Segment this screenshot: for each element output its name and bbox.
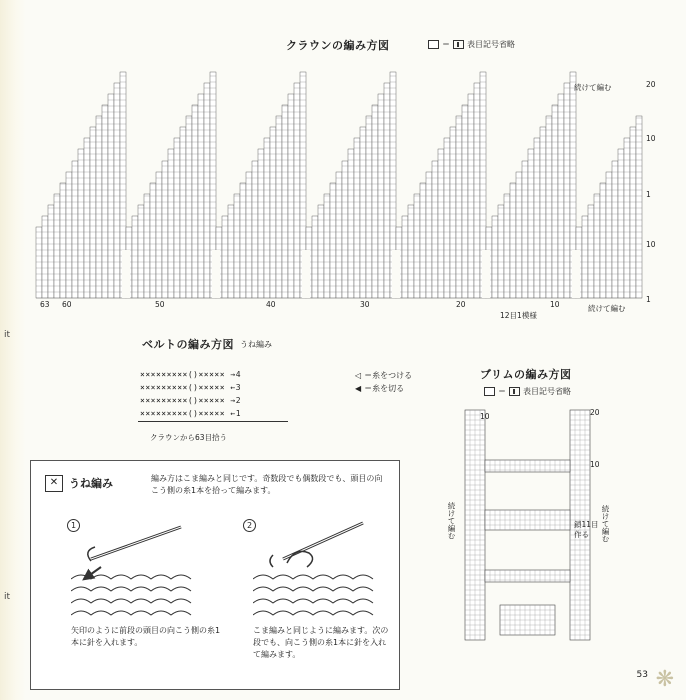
legend-cut: ◀ ＝糸を切る [355, 384, 405, 393]
step-number: 2 [243, 519, 256, 532]
step1-text: 矢印のように前段の頭目の向こう側の糸1本に針を入れます。 [71, 626, 221, 647]
crown-column [60, 183, 66, 298]
brim-bottom-band [485, 570, 570, 582]
belt-base-line [138, 421, 288, 422]
crown-column [42, 216, 48, 298]
brim-row-number: 10 [590, 460, 600, 469]
crown-column [474, 83, 480, 298]
crown-column [276, 116, 282, 298]
crown-column [516, 172, 522, 298]
crown-column [462, 105, 468, 298]
page-number: 53 [636, 670, 648, 680]
crown-column [402, 216, 408, 298]
crown-column [258, 149, 264, 298]
crown-column [618, 149, 624, 298]
crown-column [414, 194, 420, 298]
crown-column [552, 105, 558, 298]
crown-side-note-bottom: 続けて編む [588, 304, 626, 313]
single-crochet-icon: ✕ [45, 475, 63, 492]
crown-column [450, 127, 456, 298]
crown-column [522, 161, 528, 298]
crown-legend: ＝ 表目記号省略 [428, 39, 515, 50]
crown-column [162, 161, 168, 298]
crown-chart [0, 0, 686, 330]
crown-column [348, 149, 354, 298]
brim-row-number: 20 [590, 408, 600, 417]
belt-note: クラウンから63目拾う [150, 433, 228, 442]
crown-column [180, 127, 186, 298]
crown-column [36, 227, 42, 298]
crown-col-number: 40 [266, 300, 276, 309]
crown-column [366, 116, 372, 298]
crown-column [204, 83, 210, 298]
crown-col-number: 50 [155, 300, 165, 309]
crown-column [270, 127, 276, 298]
crown-column [504, 194, 510, 298]
crown-column [498, 205, 504, 298]
brim-top-band [485, 460, 570, 472]
crown-column [492, 216, 498, 298]
brim-legend: ＝ 表目記号省略 [484, 386, 571, 397]
crown-column [456, 116, 462, 298]
crown-gap [392, 250, 400, 298]
crown-column [168, 149, 174, 298]
open-triangle-icon: ◁ [355, 371, 362, 380]
legend-attach: ◁ ＝糸をつける [355, 371, 413, 380]
crown-side-note-top: 続けて編む [574, 83, 612, 92]
knit-box-icon [484, 387, 495, 396]
belt-row: ×××××××××()××××× ←3 [140, 383, 242, 392]
crown-row-number: 10 [646, 134, 656, 143]
crown-gap [302, 250, 310, 298]
crown-column [246, 172, 252, 298]
crown-column [66, 172, 72, 298]
crown-column [54, 194, 60, 298]
crown-column [294, 83, 300, 298]
crown-column [228, 205, 234, 298]
crown-col-number: 63 [40, 300, 50, 309]
snowflake-icon: ❋ [655, 667, 674, 692]
crown-col-number: 30 [360, 300, 370, 309]
repeat-label: 12目1模様 [500, 311, 537, 320]
crown-column [318, 205, 324, 298]
belt-row: ×××××××××()××××× ←1 [140, 409, 242, 418]
crown-column [234, 194, 240, 298]
brim-right-note: 続けて編む [601, 505, 610, 543]
step2-text: こま編みと同じように編みます。次の段でも、向こう側の糸1本に針を入れて編みます。 [253, 626, 389, 659]
brim-row-number: 10 [480, 412, 490, 421]
crown-column [282, 105, 288, 298]
crown-column [600, 183, 606, 298]
crown-column [102, 105, 108, 298]
crown-column [420, 183, 426, 298]
crown-column [372, 105, 378, 298]
crown-column [78, 149, 84, 298]
crown-column [114, 83, 120, 298]
crown-column [144, 194, 150, 298]
step2-illustration [253, 519, 383, 619]
crown-column [594, 194, 600, 298]
crown-gap [482, 250, 490, 298]
crown-column [384, 83, 390, 298]
panel-intro: 編み方はこま編みと同じです。奇数段でも偶数段でも、頭目の向こう側の糸1本を拾って編みます。 [151, 474, 383, 495]
crown-column [72, 161, 78, 298]
step-number: 1 [67, 519, 80, 532]
crown-column [612, 161, 618, 298]
crown-col-number: 20 [456, 300, 466, 309]
crown-row-number: 10 [646, 240, 656, 249]
crown-column [582, 216, 588, 298]
crown-column [342, 161, 348, 298]
belt-title: ベルトの編み方図 [142, 338, 234, 351]
belt-subtitle: うね編み [240, 340, 272, 349]
crown-column [96, 116, 102, 298]
crown-gap [572, 250, 580, 298]
brim-center-note: 鎖11目作る [574, 520, 599, 539]
crown-column [330, 183, 336, 298]
crown-gap [122, 250, 130, 298]
crown-column [90, 127, 96, 298]
brim-left-note: 続けて編む [447, 502, 456, 540]
crown-column [360, 127, 366, 298]
crown-column [432, 161, 438, 298]
step1-illustration [71, 519, 201, 619]
crown-row-number: 20 [646, 80, 656, 89]
crown-column [138, 205, 144, 298]
belt-row: ×××××××××()××××× →2 [140, 396, 242, 405]
crown-column [192, 105, 198, 298]
crown-column [240, 183, 246, 298]
brim-title: ブリムの編み方図 [480, 368, 572, 381]
crown-col-number: 1 [646, 295, 651, 304]
crown-column [252, 161, 258, 298]
crown-col-number: 10 [550, 300, 560, 309]
crown-column [540, 127, 546, 298]
crown-column [408, 205, 414, 298]
panel-title: うね編み [69, 477, 113, 490]
crown-title: クラウンの編み方図 [286, 39, 390, 52]
crown-column [564, 83, 570, 298]
crown-column [324, 194, 330, 298]
purl-box-icon [509, 387, 520, 396]
crown-gap [212, 250, 220, 298]
crown-column [48, 205, 54, 298]
crown-column [312, 216, 318, 298]
crown-col-number: 60 [62, 300, 72, 309]
crown-column [606, 172, 612, 298]
crown-column [156, 172, 162, 298]
crown-row-number: 1 [646, 190, 651, 199]
crown-column [528, 149, 534, 298]
crown-column [630, 127, 636, 298]
technique-panel [30, 460, 400, 690]
crown-column [336, 172, 342, 298]
crown-column [426, 172, 432, 298]
crown-column [510, 183, 516, 298]
solid-triangle-icon: ◀ [355, 384, 362, 393]
crown-column [186, 116, 192, 298]
spine-mark: it [4, 330, 11, 340]
crown-column [546, 116, 552, 298]
crown-column [222, 216, 228, 298]
crown-column [132, 216, 138, 298]
crown-column [636, 116, 642, 298]
spine-mark: it [4, 592, 11, 602]
crown-column [150, 183, 156, 298]
crown-column [438, 149, 444, 298]
crown-column [588, 205, 594, 298]
belt-row: ×××××××××()××××× →4 [140, 370, 242, 379]
